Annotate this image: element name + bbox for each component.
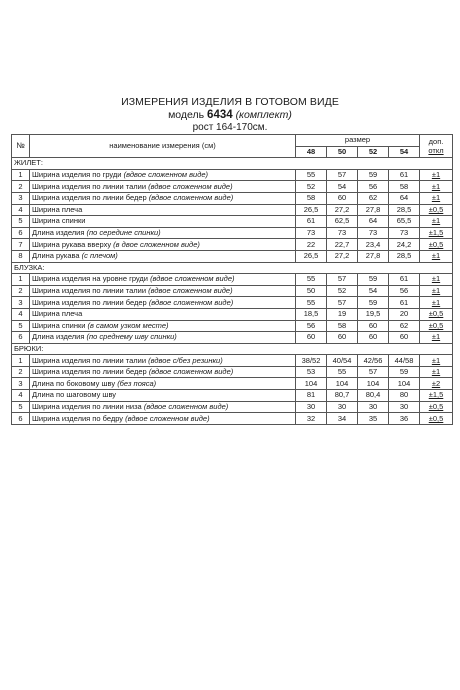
value-cell: 30: [358, 401, 389, 413]
value-cell: 34: [327, 413, 358, 425]
value-cell: 27,8: [358, 204, 389, 216]
tolerance-value: ±1: [431, 193, 441, 203]
table-row: [12, 390, 453, 402]
value-cell: 56: [296, 320, 327, 332]
measurement-name-cell: [30, 285, 296, 297]
measurement-name: Ширина изделия по линии талии: [32, 355, 147, 365]
tolerance-value: ±1: [431, 367, 441, 377]
section-title: БРЮКИ:: [12, 343, 453, 355]
measurements-table: [11, 134, 453, 425]
measurement-name: Ширина изделия по линии бедер: [32, 193, 147, 203]
header-tol-line2: откл: [428, 146, 444, 156]
row-number: 5: [12, 401, 30, 413]
value-cell: 61: [389, 274, 420, 286]
measurement-name-cell: [30, 355, 296, 367]
tolerance-cell: [420, 390, 453, 402]
measurement-name: Ширина изделия по линии бедер: [32, 297, 147, 307]
tolerance-cell: [420, 297, 453, 309]
measurement-name-cell: [30, 216, 296, 228]
value-cell: 18,5: [296, 308, 327, 320]
value-cell: 59: [389, 366, 420, 378]
measurement-note: (без пояса): [117, 378, 157, 388]
tolerance-cell: [420, 239, 453, 251]
tolerance-cell: [420, 378, 453, 390]
table-row: [12, 413, 453, 425]
table-row: [12, 366, 453, 378]
row-number: 3: [12, 378, 30, 390]
section-title: ЖИЛЕТ:: [12, 158, 453, 170]
header-size-52: 52: [358, 146, 389, 158]
tolerance-cell: [420, 401, 453, 413]
row-number: 8: [12, 250, 30, 262]
measurement-name-cell: [30, 169, 296, 181]
measurement-note: (вдвое сложенном виде): [150, 274, 235, 284]
value-cell: 35: [358, 413, 389, 425]
table-row: [12, 285, 453, 297]
measurement-name: Ширина изделия на уровне груди: [32, 274, 148, 284]
table-row: [12, 169, 453, 181]
table-row: [12, 227, 453, 239]
model-prefix: модель: [168, 109, 205, 121]
measurement-name: Длина изделия: [32, 228, 85, 238]
table-row: [12, 308, 453, 320]
measurement-note: (вдвое с/без резинки): [148, 355, 223, 365]
measurement-name-cell: [30, 320, 296, 332]
value-cell: 26,5: [296, 204, 327, 216]
tolerance-cell: [420, 332, 453, 344]
tolerance-value: ±1: [431, 274, 441, 284]
value-cell: 59: [358, 297, 389, 309]
table-row: [12, 239, 453, 251]
value-cell: 55: [296, 169, 327, 181]
value-cell: 54: [358, 285, 389, 297]
header-size-54: 54: [389, 146, 420, 158]
tolerance-cell: [420, 204, 453, 216]
value-cell: 73: [389, 227, 420, 239]
value-cell: 28,5: [389, 204, 420, 216]
header-size-48: 48: [296, 146, 327, 158]
tolerance-value: ±0,5: [428, 413, 444, 423]
measurement-note: (в самом узком месте): [87, 320, 169, 330]
row-number: 6: [12, 227, 30, 239]
value-cell: 36: [389, 413, 420, 425]
table-row: [12, 401, 453, 413]
measurement-name: Ширина спинки: [32, 216, 86, 226]
value-cell: 64: [358, 216, 389, 228]
row-number: 5: [12, 216, 30, 228]
tolerance-cell: [420, 413, 453, 425]
value-cell: 57: [358, 366, 389, 378]
measurement-name-cell: [30, 297, 296, 309]
measurement-name: Длина по шаговому шву: [32, 390, 117, 400]
value-cell: 60: [358, 320, 389, 332]
measurement-name-cell: [30, 239, 296, 251]
tolerance-cell: [420, 250, 453, 262]
tolerance-cell: [420, 285, 453, 297]
value-cell: 57: [327, 297, 358, 309]
value-cell: 32: [296, 413, 327, 425]
measurement-name: Длина изделия: [32, 332, 85, 342]
value-cell: 56: [358, 181, 389, 193]
value-cell: 54: [327, 181, 358, 193]
measurement-name-cell: [30, 227, 296, 239]
table-row: [12, 332, 453, 344]
measurement-note: (вдвое сложенном виде): [148, 286, 233, 296]
measurement-name: Ширина спинки: [32, 320, 86, 330]
measurement-note: (с плечом): [81, 251, 118, 261]
header-name: наименование измерения (см): [30, 135, 296, 158]
tolerance-value: ±1: [431, 251, 441, 261]
value-cell: 30: [296, 401, 327, 413]
row-number: 3: [12, 192, 30, 204]
row-number: 2: [12, 181, 30, 193]
measurement-name: Ширина изделия по бедру: [32, 413, 124, 423]
row-number: 6: [12, 332, 30, 344]
header-row: [12, 135, 453, 147]
value-cell: 60: [327, 332, 358, 344]
section-header-row: [12, 262, 453, 274]
tolerance-cell: [420, 192, 453, 204]
tolerance-value: ±0,5: [428, 239, 444, 249]
value-cell: 30: [389, 401, 420, 413]
measurement-note: (по среднему шву спинки): [86, 332, 177, 342]
measurement-name: Длина рукава: [32, 251, 80, 261]
value-cell: 27,8: [358, 250, 389, 262]
tolerance-cell: [420, 169, 453, 181]
value-cell: 55: [327, 366, 358, 378]
tolerance-cell: [420, 274, 453, 286]
table-body: [12, 158, 453, 425]
measurement-name: Ширина плеча: [32, 204, 83, 214]
tolerance-value: ±1: [431, 332, 441, 342]
value-cell: 57: [327, 169, 358, 181]
value-cell: 80: [389, 390, 420, 402]
value-cell: 81: [296, 390, 327, 402]
header-num: №: [12, 135, 30, 158]
value-cell: 104: [389, 378, 420, 390]
tolerance-value: ±0,5: [428, 320, 444, 330]
tolerance-value: ±1: [431, 170, 441, 180]
value-cell: 52: [296, 181, 327, 193]
tolerance-value: ±0,5: [428, 309, 444, 319]
value-cell: 62: [358, 192, 389, 204]
table-row: [12, 204, 453, 216]
value-cell: 65,5: [389, 216, 420, 228]
measurement-name: Ширина изделия по линии талии: [32, 181, 147, 191]
value-cell: 23,4: [358, 239, 389, 251]
measurement-name-cell: [30, 366, 296, 378]
tolerance-value: ±1: [431, 355, 441, 365]
measurement-name-cell: [30, 204, 296, 216]
table-row: [12, 250, 453, 262]
tolerance-value: ±1: [431, 216, 441, 226]
value-cell: 26,5: [296, 250, 327, 262]
measurement-name-cell: [30, 401, 296, 413]
measurement-name-cell: [30, 332, 296, 344]
value-cell: 22,7: [327, 239, 358, 251]
value-cell: 42/56: [358, 355, 389, 367]
value-cell: 59: [358, 169, 389, 181]
table-row: [12, 378, 453, 390]
table-row: [12, 355, 453, 367]
tolerance-cell: [420, 355, 453, 367]
tolerance-value: ±0,5: [428, 401, 444, 411]
table-row: [12, 216, 453, 228]
value-cell: 64: [389, 192, 420, 204]
measurement-note: (в двое сложенном виде): [113, 239, 200, 249]
value-cell: 27,2: [327, 204, 358, 216]
row-number: 5: [12, 320, 30, 332]
value-cell: 58: [389, 181, 420, 193]
value-cell: 80,7: [327, 390, 358, 402]
value-cell: 104: [358, 378, 389, 390]
value-cell: 20: [389, 308, 420, 320]
tolerance-cell: [420, 216, 453, 228]
value-cell: 28,5: [389, 250, 420, 262]
table-row: [12, 297, 453, 309]
value-cell: 62: [389, 320, 420, 332]
document-title: [0, 96, 460, 134]
row-number: 4: [12, 308, 30, 320]
table-row: [12, 192, 453, 204]
value-cell: 61: [389, 169, 420, 181]
row-number: 6: [12, 413, 30, 425]
value-cell: 19,5: [358, 308, 389, 320]
header-size: размер: [296, 135, 420, 147]
value-cell: 60: [389, 332, 420, 344]
header-size-50: 50: [327, 146, 358, 158]
title-heading: ИЗМЕРЕНИЯ ИЗДЕЛИЯ В ГОТОВОМ ВИДЕ: [121, 96, 339, 108]
model-number: 6434: [207, 109, 233, 121]
value-cell: 73: [358, 227, 389, 239]
row-number: 2: [12, 366, 30, 378]
measurement-name: Ширина изделия по линии бедер: [32, 367, 147, 377]
table-row: [12, 274, 453, 286]
table-row: [12, 320, 453, 332]
value-cell: 80,4: [358, 390, 389, 402]
value-cell: 22: [296, 239, 327, 251]
row-number: 3: [12, 297, 30, 309]
value-cell: 58: [296, 192, 327, 204]
measurement-name: Длина по боковому шву: [32, 378, 116, 388]
value-cell: 61: [389, 297, 420, 309]
value-cell: 60: [358, 332, 389, 344]
measurement-note: (вдвое сложенном виде): [148, 367, 234, 377]
value-cell: 27,2: [327, 250, 358, 262]
value-cell: 61: [296, 216, 327, 228]
measurement-name: Ширина изделия по груди: [32, 170, 122, 180]
measurement-name: Ширина рукава вверху: [32, 239, 112, 249]
value-cell: 38/52: [296, 355, 327, 367]
height-line: рост 164-170см.: [192, 122, 268, 133]
value-cell: 73: [296, 227, 327, 239]
measurement-name-cell: [30, 181, 296, 193]
row-number: 2: [12, 285, 30, 297]
header-tol-line1: доп.: [428, 137, 444, 147]
row-number: 4: [12, 390, 30, 402]
value-cell: 55: [296, 297, 327, 309]
measurement-name-cell: [30, 413, 296, 425]
value-cell: 24,2: [389, 239, 420, 251]
row-number: 7: [12, 239, 30, 251]
header-tolerance: [420, 135, 453, 158]
measurement-name-cell: [30, 274, 296, 286]
value-cell: 52: [327, 285, 358, 297]
value-cell: 30: [327, 401, 358, 413]
value-cell: 62,5: [327, 216, 358, 228]
row-number: 1: [12, 169, 30, 181]
measurement-name-cell: [30, 308, 296, 320]
measurement-note: (по середине спинки): [86, 228, 161, 238]
measurement-note: (вдвое сложенном виде): [148, 193, 234, 203]
measurement-name: Ширина изделия по линии низа: [32, 401, 142, 411]
tolerance-value: ±2: [431, 378, 441, 388]
row-number: 4: [12, 204, 30, 216]
measurement-note: (вдвое сложенном виде): [125, 413, 210, 423]
section-title: БЛУЗКА:: [12, 262, 453, 274]
value-cell: 73: [327, 227, 358, 239]
model-note: (комплект): [235, 109, 292, 121]
value-cell: 57: [327, 274, 358, 286]
value-cell: 59: [358, 274, 389, 286]
value-cell: 19: [327, 308, 358, 320]
measurement-name-cell: [30, 250, 296, 262]
measurement-name: Ширина изделия по линии талии: [32, 286, 147, 296]
value-cell: 44/58: [389, 355, 420, 367]
measurement-name: Ширина плеча: [32, 309, 83, 319]
tolerance-cell: [420, 308, 453, 320]
model-line: [0, 109, 460, 122]
value-cell: 40/54: [327, 355, 358, 367]
value-cell: 60: [327, 192, 358, 204]
table-row: [12, 181, 453, 193]
value-cell: 58: [327, 320, 358, 332]
section-header-row: [12, 158, 453, 170]
tolerance-cell: [420, 366, 453, 378]
measurement-name-cell: [30, 378, 296, 390]
value-cell: 50: [296, 285, 327, 297]
row-number: 1: [12, 355, 30, 367]
tolerance-cell: [420, 181, 453, 193]
value-cell: 55: [296, 274, 327, 286]
measurement-note: (вдвое сложенном виде): [143, 401, 229, 411]
value-cell: 104: [296, 378, 327, 390]
measurement-name-cell: [30, 390, 296, 402]
measurement-name-cell: [30, 192, 296, 204]
value-cell: 104: [327, 378, 358, 390]
tolerance-value: ±1,5: [428, 390, 444, 400]
row-number: 1: [12, 274, 30, 286]
tolerance-value: ±1,5: [428, 228, 444, 238]
tolerance-value: ±1: [431, 181, 441, 191]
measurement-note: (вдвое сложенном виде): [148, 297, 234, 307]
measurement-note: (вдвое сложенном виде): [148, 181, 233, 191]
value-cell: 56: [389, 285, 420, 297]
tolerance-cell: [420, 227, 453, 239]
value-cell: 60: [296, 332, 327, 344]
value-cell: 53: [296, 366, 327, 378]
tolerance-value: ±1: [431, 297, 441, 307]
tolerance-cell: [420, 320, 453, 332]
measurement-note: (вдвое сложенном виде): [123, 170, 209, 180]
tolerance-value: ±0,5: [428, 204, 444, 214]
tolerance-value: ±1: [431, 286, 441, 296]
section-header-row: [12, 343, 453, 355]
